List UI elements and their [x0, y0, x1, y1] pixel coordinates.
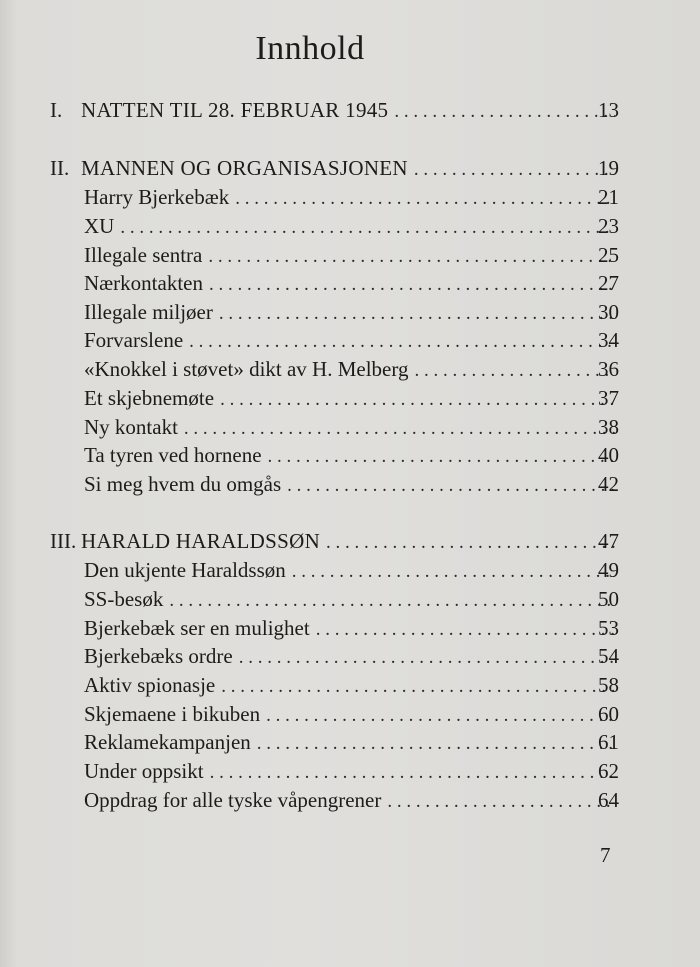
toc-entry [84, 470, 615, 500]
toc-part-3 [0, 527, 700, 555]
dot-leader [178, 415, 615, 443]
dot-leader [163, 587, 615, 615]
page-number: 21 [598, 185, 619, 209]
toc-entry-row [0, 556, 700, 584]
toc-entry [84, 269, 615, 299]
toc-entry-row [0, 413, 700, 441]
toc-entry-row [0, 700, 700, 728]
page-number: 19 [598, 156, 619, 180]
toc-part-2 [0, 154, 700, 182]
toc-entry-row [0, 326, 700, 354]
dot-leader [204, 759, 615, 787]
entry-label: Aktiv spionasje [84, 673, 216, 697]
entry-label: Illegale miljøer [84, 300, 213, 324]
entry-label: Harry Bjerkebæk [84, 185, 230, 209]
dot-leader [202, 243, 615, 271]
toc-entry [84, 183, 615, 213]
toc-entry [81, 527, 615, 557]
entry-label: Reklamekampanjen [84, 730, 251, 754]
toc-entry [84, 556, 615, 586]
page-number: 34 [598, 328, 619, 352]
entry-label: Illegale sentra [84, 243, 203, 267]
dot-leader [213, 300, 615, 328]
entry-label: Bjerkebæks ordre [84, 644, 233, 668]
entry-label: Forvarslene [84, 328, 184, 352]
toc-entry [84, 355, 615, 385]
entry-label: Si meg hvem du omgås [84, 472, 282, 496]
toc-entry-row [0, 441, 700, 469]
entry-label: Skjemaene i bikuben [84, 702, 261, 726]
toc-entry [84, 700, 615, 730]
entry-label: Bjerkebæk ser en mulighet [84, 616, 310, 640]
page-number: 60 [598, 702, 619, 726]
page-number: 36 [598, 357, 619, 381]
dot-leader [251, 730, 615, 758]
toc-entry-row [0, 671, 700, 699]
toc-entry-row [0, 585, 700, 613]
page-number: 50 [598, 587, 619, 611]
dot-leader [310, 616, 615, 644]
entry-label: Oppdrag for alle tyske våpengrener [84, 788, 382, 812]
toc-entry-row [0, 642, 700, 670]
part-numeral: III. [50, 529, 77, 553]
dot-leader [229, 185, 615, 213]
dot-leader [183, 328, 615, 356]
entry-label: XU [84, 214, 115, 238]
dot-leader [320, 529, 615, 557]
toc-part-1 [0, 96, 700, 124]
entry-label: Et skjebnemøte [84, 386, 215, 410]
page-number: 25 [598, 243, 619, 267]
toc-entry-row [0, 269, 700, 297]
page-number: 42 [598, 472, 619, 496]
part-title: HARALD HARALDSSØN [81, 529, 321, 553]
page-title: Innhold [255, 30, 365, 67]
page-number: 40 [598, 443, 619, 467]
part-title: NATTEN TIL 28. FEBRUAR 1945 [81, 98, 389, 122]
page-number: 49 [598, 558, 619, 582]
part-numeral: I. [50, 98, 63, 122]
entry-label: Ny kontakt [84, 415, 178, 439]
toc-entry [84, 298, 615, 328]
toc-entry [84, 413, 615, 443]
page-number: 23 [598, 214, 619, 238]
toc-entry [84, 212, 615, 242]
page-number: 61 [598, 730, 619, 754]
page-number: 38 [598, 415, 619, 439]
dot-leader [260, 702, 615, 730]
page-number: 64 [598, 788, 619, 812]
toc-entry-row [0, 757, 700, 785]
entry-label: Den ukjente Haraldssøn [84, 558, 286, 582]
toc-entry [84, 241, 615, 271]
toc-entry [81, 96, 615, 126]
toc-entry [84, 441, 615, 471]
toc-entry-row [0, 786, 700, 814]
toc-entry-row [0, 241, 700, 269]
dot-leader [215, 673, 615, 701]
part-numeral: II. [50, 156, 70, 180]
dot-leader [286, 558, 615, 586]
toc-entry-row [0, 728, 700, 756]
toc-entry [84, 326, 615, 356]
toc-entry-row [0, 470, 700, 498]
toc-entry-row [0, 298, 700, 326]
page-number: 62 [598, 759, 619, 783]
toc-entry [84, 614, 615, 644]
toc-entry-row [0, 183, 700, 211]
toc-entry [84, 728, 615, 758]
page-number: 30 [598, 300, 619, 324]
toc-entry [84, 757, 615, 787]
toc-entry [84, 786, 615, 816]
entry-label: Nærkontakten [84, 271, 203, 295]
dot-leader [203, 271, 615, 299]
dot-leader [233, 644, 615, 672]
toc-entry-row [0, 355, 700, 383]
toc-entry [84, 585, 615, 615]
toc-entry [84, 384, 615, 414]
page-number: 54 [598, 644, 619, 668]
page-folio-number: 7 [600, 843, 611, 867]
dot-leader [262, 443, 615, 471]
page-number: 47 [598, 529, 619, 553]
toc-entry [84, 642, 615, 672]
entry-label: SS-besøk [84, 587, 164, 611]
toc-entry [84, 671, 615, 701]
page-number: 53 [598, 616, 619, 640]
toc-entry-row [0, 212, 700, 240]
page-number: 37 [598, 386, 619, 410]
toc-entry-row [0, 384, 700, 412]
dot-leader [214, 386, 615, 414]
entry-label: Ta tyren ved hornene [84, 443, 262, 467]
dot-leader [114, 214, 615, 242]
entry-label: «Knokkel i støvet» dikt av H. Melberg [84, 357, 409, 381]
toc-entry-row [0, 614, 700, 642]
page-number: 27 [598, 271, 619, 295]
part-title: MANNEN OG ORGANISASJONEN [81, 156, 408, 180]
page-number: 58 [598, 673, 619, 697]
entry-label: Under oppsikt [84, 759, 204, 783]
page-number: 13 [598, 98, 619, 122]
dot-leader [281, 472, 615, 500]
toc-entry [81, 154, 615, 184]
